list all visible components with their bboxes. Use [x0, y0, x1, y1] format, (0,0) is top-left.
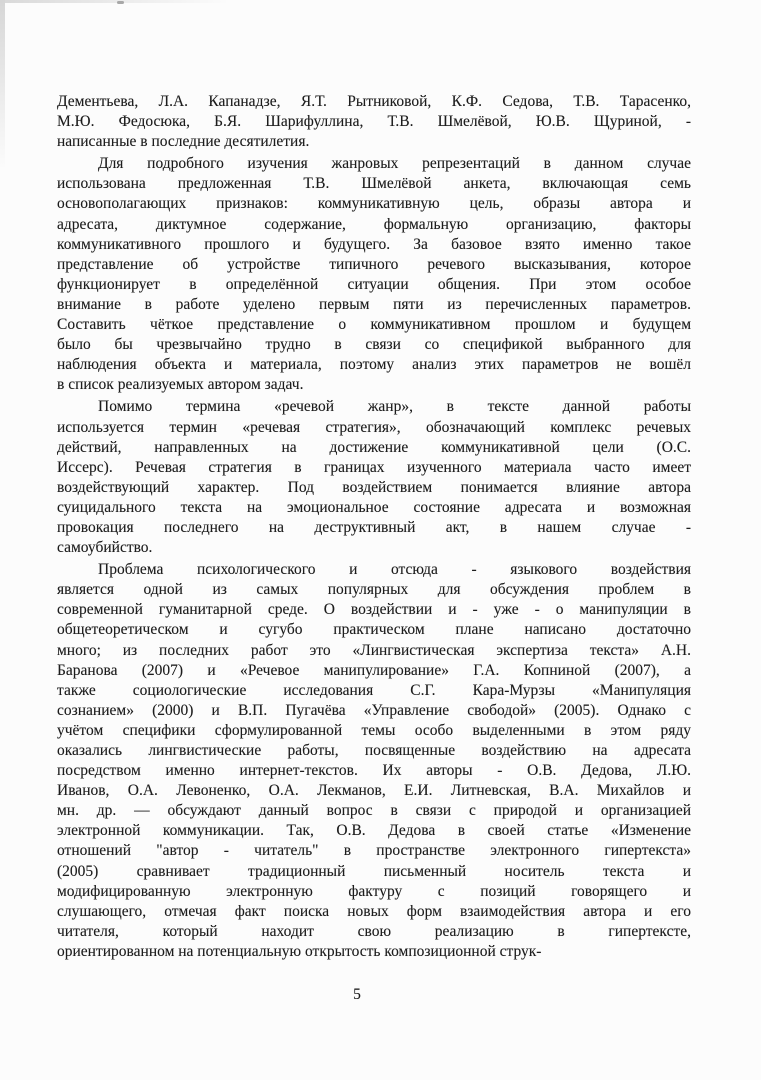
- text-line: современной гуманитарной среде. О воздействии и - уже - о манипуляции в: [57, 601, 691, 619]
- text-line: ориентированном на потенциальную открытость композиционной струк-: [57, 942, 542, 960]
- text-line: самоубийство.: [57, 539, 153, 557]
- text-line: суицидального текста на эмоциональное состояние адресата и возможная: [57, 498, 691, 516]
- text-line: отношений "автор - читатель" в пространстве электронного гипертекста»: [57, 842, 691, 860]
- text-line: учётом специфики сформулированной темы особо выделенными в этом ряду: [57, 721, 691, 739]
- paragraph: [57, 560, 691, 962]
- text-line: Для подробного изучения жанровых репрезентаций в данном случае: [98, 155, 691, 173]
- text-line: модифицированную электронную фактуру с позиций говорящего и: [57, 882, 691, 900]
- text-line: посредством именно интернет-текстов. Их авторы - О.В. Дедова, Л.Ю.: [57, 762, 691, 780]
- paragraph: [57, 92, 691, 152]
- text-line: в список реализуемых автором задач.: [57, 376, 304, 394]
- text-line: читателя, который находит свою реализацию в гипертексте,: [57, 922, 691, 940]
- text-line: адресата, диктумное содержание, формальную организацию, факторы: [57, 215, 691, 233]
- text-line: Иванов, О.А. Левоненко, О.А. Лекманов, Е.И. Литневская, В.А. Михайлов и: [57, 782, 691, 800]
- text-line: основополагающих признаков: коммуникативную цель, образы автора и: [57, 195, 691, 213]
- text-line: действий, направленных на достижение коммуникативной цели (О.С.: [57, 438, 691, 456]
- page-footer: [57, 986, 657, 1004]
- text-line: общетеоретическом и сугубо практическом плане написано достаточно: [57, 621, 691, 639]
- text-line: слушающего, отмечая факт поиска новых форм взаимодействия автора и его: [57, 902, 691, 920]
- text-line: коммуникативного прошлого и будущего. За базовое взято именно такое: [57, 235, 691, 253]
- text-line: оказались лингвистические работы, посвященные воздействию на адресата: [57, 742, 691, 759]
- text-line: (2005) сравнивает традиционный письменный носитель текста и: [57, 862, 691, 880]
- scan-speck-artifact: [117, 1, 124, 4]
- text-line: Помимо термина «речевой жанр», в тексте данной работы: [98, 398, 691, 416]
- text-line: наблюдения объекта и материала, поэтому анализ этих параметров не вошёл: [57, 356, 691, 374]
- text-line: также социологические исследования С.Г. Кара-Мурзы «Манипуляция: [57, 681, 691, 699]
- text-line: много; из последних работ это «Лингвистическая экспертиза текста» А.Н.: [57, 641, 691, 659]
- text-line: электронной коммуникации. Так, О.В. Дедова в своей статье «Изменение: [57, 822, 691, 840]
- paragraph: [57, 154, 691, 395]
- text-line: используется термин «речевая стратегия», обозначающий комплекс речевых: [57, 418, 691, 436]
- text-line: использована предложенная Т.В. Шмелёвой анкета, включающая семь: [57, 175, 691, 193]
- text-line: Составить чёткое представление о коммуникативном прошлом и будущем: [57, 316, 691, 334]
- paragraph: [57, 397, 691, 558]
- text-line: написанные в последние десятилетия.: [57, 133, 310, 151]
- text-line: Баранова (2007) и «Речевое манипулирование» Г.А. Копниной (2007), а: [57, 661, 691, 679]
- text-line: функционирует в определённой ситуации общения. При этом особое: [57, 275, 691, 293]
- text-line: внимание в работе уделено первым пяти из перечисленных параметров.: [57, 295, 691, 313]
- scan-edge-left-artifact: [0, 0, 5, 170]
- scan-edge-top-artifact: [0, 0, 230, 3]
- text-line: Проблема психологического и отсюда - языкового воздействия: [98, 561, 691, 579]
- text-line: Иссерс). Речевая стратегия в границах изученного материала часто имеет: [57, 458, 691, 476]
- text-line: было бы чрезвычайно трудно в связи со спецификой выбранного для: [57, 336, 691, 354]
- text-line: М.Ю. Федосюка, Б.Я. Шарифуллина, Т.В. Шмелёвой, Ю.В. Щуриной, -: [57, 113, 691, 131]
- page-number: 5: [353, 986, 361, 1003]
- text-line: провокация последнего на деструктивный акт, в нашем случае -: [57, 518, 691, 536]
- text-line: мн. др. — обсуждают данный вопрос в связи с природой и организацией: [57, 802, 691, 820]
- text-line: сознанием» (2000) и В.П. Пугачёва «Управление свободой» (2005). Однако с: [57, 701, 691, 719]
- text-line: воздействующий характер. Под воздействием понимается влияние автора: [57, 478, 691, 496]
- text-line: является одной из самых популярных для обсуждения проблем в: [57, 581, 691, 599]
- text-line: представление об устройстве типичного речевого высказывания, которое: [57, 255, 691, 273]
- text-block: [57, 92, 691, 962]
- text-line: Дементьева, Л.А. Капанадзе, Я.Т. Рытниковой, К.Ф. Седова, Т.В. Тарасенко,: [57, 93, 691, 110]
